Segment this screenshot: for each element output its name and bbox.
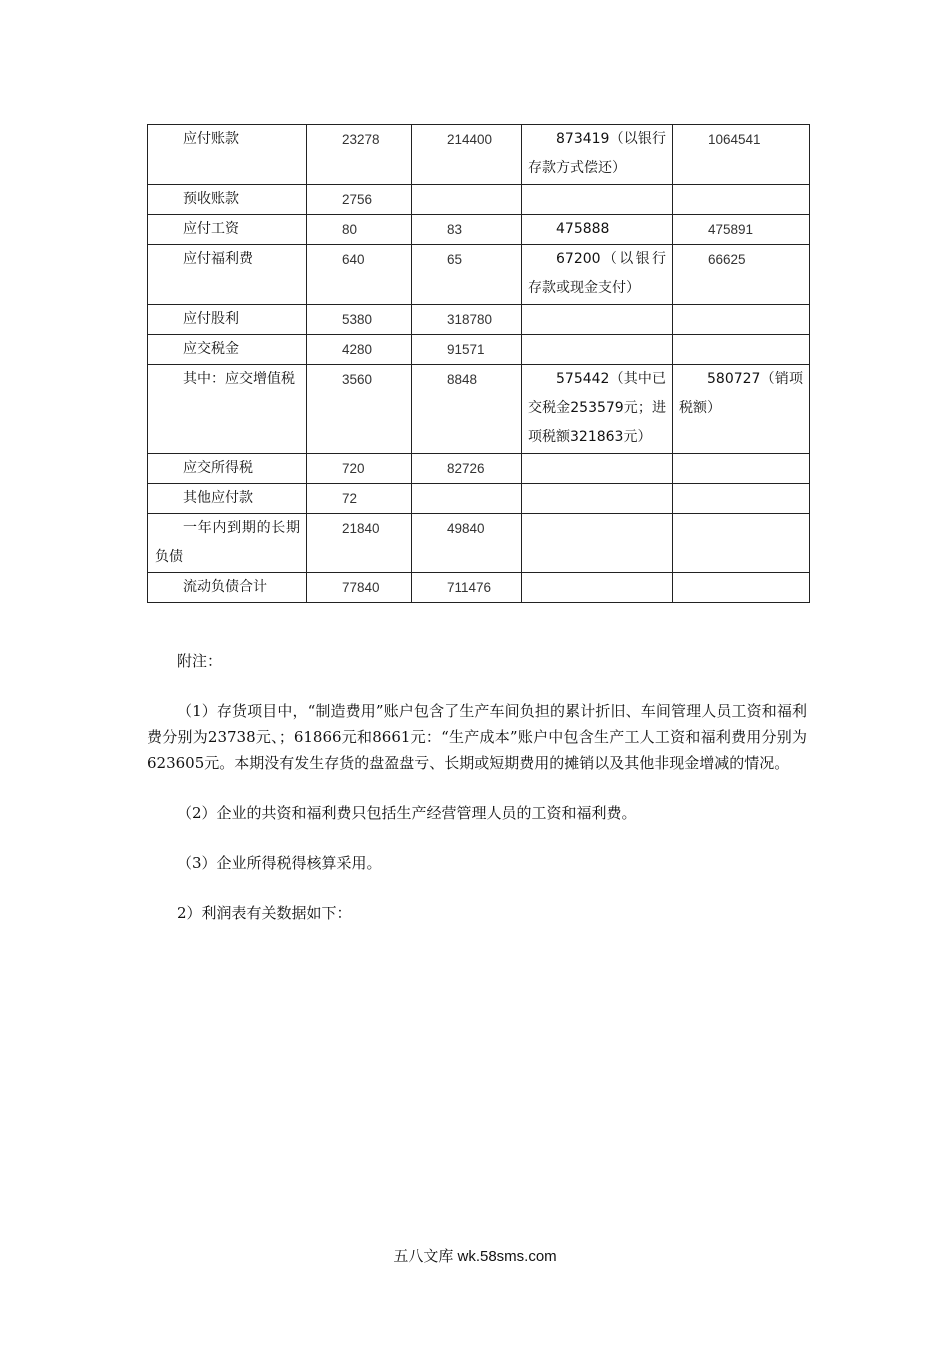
row-label-cell [148, 365, 307, 454]
credit-amount-cell [673, 365, 810, 454]
table-row [148, 484, 810, 514]
beginning-balance-cell: 77840 [307, 573, 412, 603]
credit-amount-cell [673, 185, 810, 215]
row-label: 其他应付款 [183, 490, 253, 506]
ending-balance-cell: 65 [412, 245, 522, 305]
debit-amount-cell [522, 215, 673, 245]
row-label-cell [148, 454, 307, 484]
debit-amount-text: 475888 [556, 221, 610, 237]
ending-balance-cell: 8848 [412, 365, 522, 454]
debit-amount-cell [522, 125, 673, 185]
table-row [148, 125, 810, 185]
beginning-balance-cell: 5380 [307, 305, 412, 335]
table-row [148, 573, 810, 603]
table-row [148, 365, 810, 454]
page-footer-watermark: 五八文库 wk.58sms.com [393, 1248, 557, 1265]
table-row [148, 305, 810, 335]
ending-balance-cell: 711476 [412, 573, 522, 603]
row-label-cell [148, 245, 307, 305]
beginning-balance-cell: 72 [307, 484, 412, 514]
ending-balance-cell: 83 [412, 215, 522, 245]
debit-amount-cell [522, 454, 673, 484]
debit-amount-cell [522, 335, 673, 365]
table-row [148, 215, 810, 245]
credit-amount-cell [673, 335, 810, 365]
liabilities-table [147, 124, 810, 603]
beginning-balance-cell: 23278 [307, 125, 412, 185]
row-label-cell [148, 215, 307, 245]
beginning-balance-cell: 3560 [307, 365, 412, 454]
table-row [148, 245, 810, 305]
beginning-balance-cell: 21840 [307, 514, 412, 573]
ending-balance-cell [412, 185, 522, 215]
notes-heading: 附注： [177, 652, 223, 670]
credit-amount-cell: 475891 [673, 215, 810, 245]
row-label-cell [148, 125, 307, 185]
note-paragraph-3: （3）企业所得税得核算采用。 [177, 854, 382, 872]
beginning-balance-cell: 2756 [307, 185, 412, 215]
row-label: 应交所得税 [183, 460, 253, 476]
table-row [148, 335, 810, 365]
credit-amount-text: 580727（销项税额） [679, 371, 803, 416]
ending-balance-cell: 49840 [412, 514, 522, 573]
credit-amount-cell [673, 454, 810, 484]
note-paragraph-2: （2）企业的共资和福利费只包括生产经营管理人员的工资和福利费。 [177, 804, 637, 822]
debit-amount-cell [522, 185, 673, 215]
credit-amount-cell [673, 514, 810, 573]
row-label: 流动负债合计 [183, 579, 267, 595]
income-statement-intro: 2）利润表有关数据如下： [177, 904, 352, 922]
beginning-balance-cell: 4280 [307, 335, 412, 365]
ending-balance-cell: 82726 [412, 454, 522, 484]
row-label: 应交税金 [183, 341, 239, 357]
debit-amount-text: 575442（其中已交税金253579元；进项税额321863元） [528, 371, 666, 445]
row-label-cell [148, 484, 307, 514]
row-label: 其中：应交增值税 [183, 371, 295, 387]
note-paragraph-1: （1）存货项目中，“制造费用”账户包含了生产车间负担的累计折旧、车间管理人员工资和福利费分别为23738元、；61866元和8661元：“生产成本”账户中包含生产工人工资和福利费用分别为623605元。本期没有发生存货的盘盈盘亏、长期或短期费用的摊销以及其他非现金增减的情况。 [147, 702, 807, 772]
beginning-balance-cell: 640 [307, 245, 412, 305]
row-label-cell [148, 573, 307, 603]
ending-balance-cell: 318780 [412, 305, 522, 335]
beginning-balance-cell: 80 [307, 215, 412, 245]
debit-amount-cell [522, 305, 673, 335]
credit-amount-cell [673, 305, 810, 335]
row-label-cell [148, 185, 307, 215]
row-label: 应付工资 [183, 221, 239, 237]
table-row [148, 185, 810, 215]
table-row [148, 514, 810, 573]
debit-amount-cell [522, 573, 673, 603]
debit-amount-text: 873419（以银行存款方式偿还） [528, 131, 666, 176]
row-label: 应付账款 [183, 131, 239, 147]
notes-section [147, 648, 807, 950]
debit-amount-cell [522, 245, 673, 305]
credit-amount-cell [673, 484, 810, 514]
row-label: 一年内到期的长期负债 [155, 520, 300, 565]
debit-amount-cell [522, 484, 673, 514]
debit-amount-cell [522, 514, 673, 573]
row-label: 预收账款 [183, 191, 239, 207]
ending-balance-cell: 214400 [412, 125, 522, 185]
credit-amount-cell: 66625 [673, 245, 810, 305]
row-label-cell [148, 335, 307, 365]
debit-amount-cell [522, 365, 673, 454]
credit-amount-cell [673, 573, 810, 603]
debit-amount-text: 67200（以银行存款或现金支付） [528, 251, 666, 296]
row-label: 应付福利费 [183, 251, 253, 267]
table-row [148, 454, 810, 484]
ending-balance-cell: 91571 [412, 335, 522, 365]
beginning-balance-cell: 720 [307, 454, 412, 484]
row-label: 应付股利 [183, 311, 239, 327]
row-label-cell [148, 514, 307, 573]
liabilities-table-container [147, 124, 809, 603]
row-label-cell [148, 305, 307, 335]
ending-balance-cell [412, 484, 522, 514]
credit-amount-cell: 1064541 [673, 125, 810, 185]
